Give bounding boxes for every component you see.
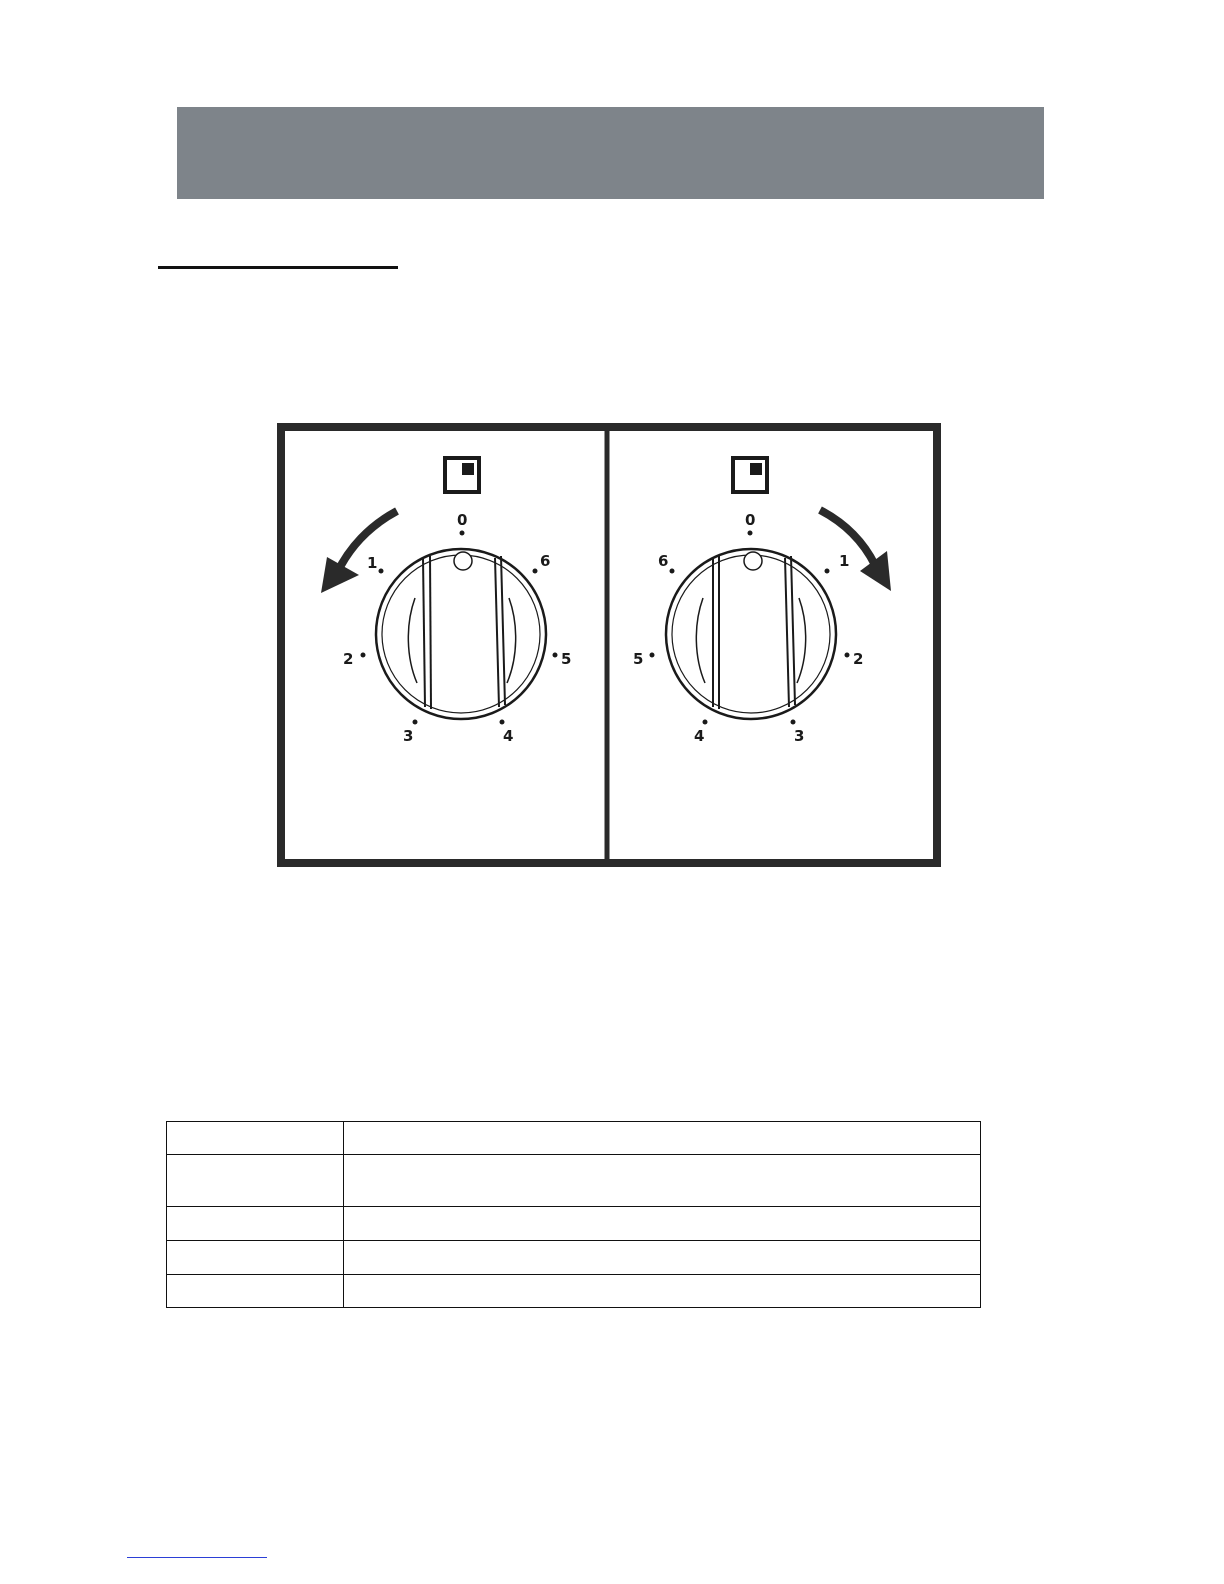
table-row [167,1122,981,1155]
table-cell [167,1122,344,1155]
settings-table [166,1121,981,1308]
right-dial-label-5: 5 [633,650,644,668]
table-cell [167,1207,344,1241]
table-cell [167,1241,344,1275]
right-dial-label-4: 4 [694,727,705,745]
table-cell [344,1275,981,1308]
table-cell [167,1155,344,1207]
left-dial-label-2: 2 [343,650,354,668]
table-cell [167,1275,344,1308]
footer-link[interactable] [127,1557,267,1558]
right-dial-label-6: 6 [658,552,669,570]
left-dial-label-6: 6 [540,552,551,570]
right-dial-label-2: 2 [853,650,864,668]
table-row [167,1275,981,1308]
right-dial-label-0: 0 [745,511,756,529]
left-dial-label-5: 5 [561,650,572,668]
right-knob [666,549,836,719]
table-cell [344,1207,981,1241]
knob-diagram [277,423,941,867]
left-dial-label-0: 0 [457,511,468,529]
right-dial-label-1: 1 [839,552,850,570]
left-dial-label-1: 1 [367,554,378,572]
table-row [167,1155,981,1207]
right-dial-label-3: 3 [794,727,805,745]
table-cell [344,1122,981,1155]
table-row [167,1207,981,1241]
table-row [167,1241,981,1275]
left-dial-label-4: 4 [503,727,514,745]
section-heading-underline [158,266,398,269]
table-cell [344,1155,981,1207]
left-dial-label-3: 3 [403,727,414,745]
header-bar [177,107,1044,199]
left-knob [376,549,546,719]
table-cell [344,1241,981,1275]
